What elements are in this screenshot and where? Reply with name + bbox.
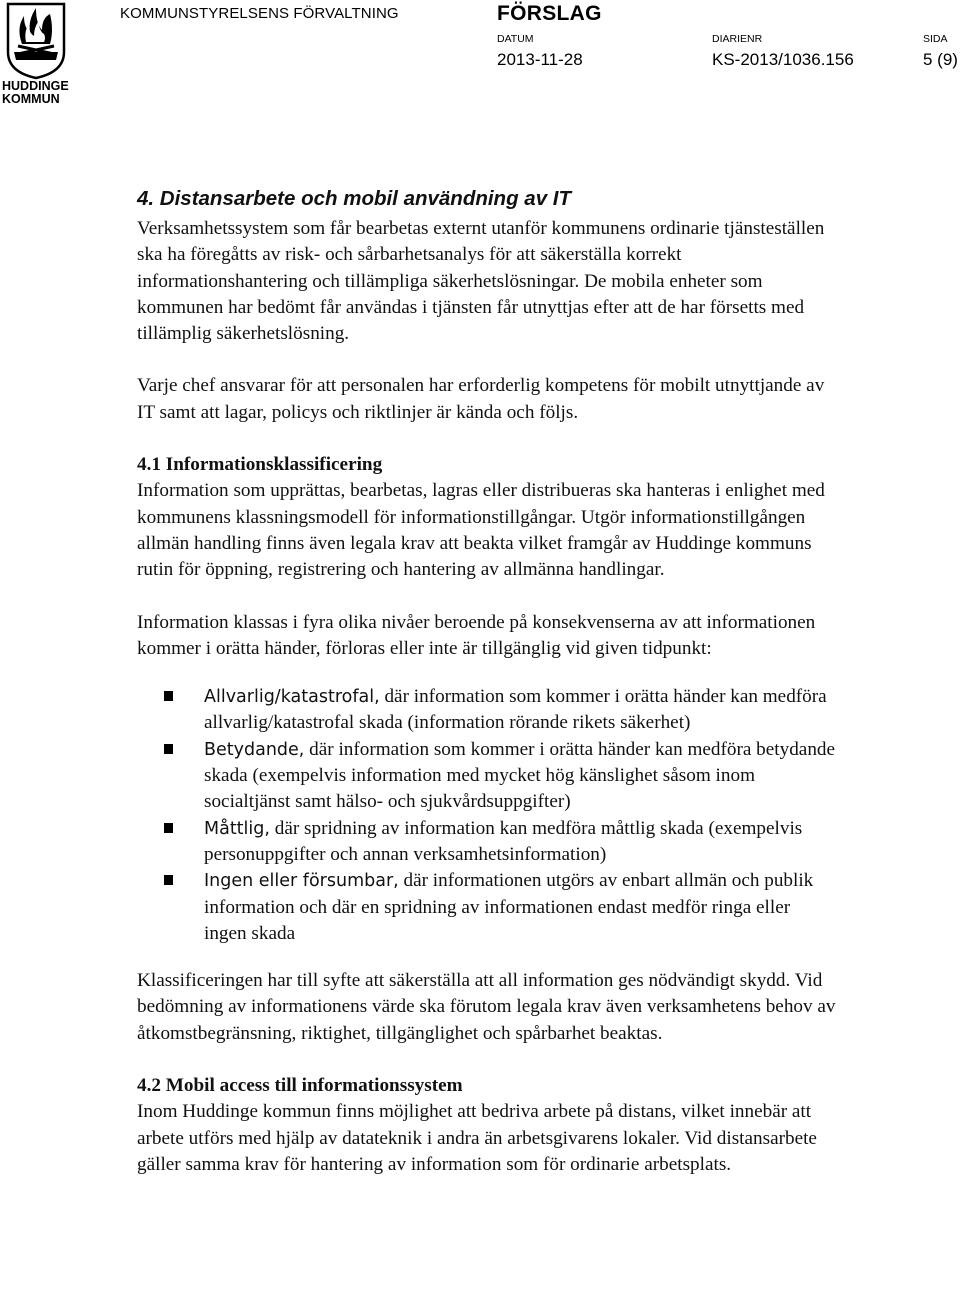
bullet-icon — [164, 823, 173, 833]
date-value: 2013-11-28 — [497, 50, 583, 69]
classification-levels-list — [137, 684, 837, 947]
organization-name: KOMMUNSTYRELSENS FÖRVALTNING — [120, 5, 399, 22]
list-item — [137, 868, 837, 947]
section-4-2-paragraph-1: Inom Huddinge kommun finns möjlighet att bedriva arbete på distans, vilket innebär att arbete utförs med hjälp av datateknik i andra än arbetsgivarens lokaler. Vid distansarbete gäller samma krav för hantering av information som för ordinarie arbetsplats. — [137, 1101, 817, 1175]
level-description: där informationen utgörs av enbart allmän och publik information och där en spridning av informationen endast medför ringa eller ingen skada — [204, 870, 814, 944]
level-description: där information som kommer i orätta händer kan medföra betydande skada (exempelvis information med mycket hög känslighet såsom inom socialtjänst samt hälso- och sjukvårdsuppgifter) — [204, 738, 836, 813]
section-4-heading: 4. Distansarbete och mobil användning av IT — [137, 187, 572, 210]
date-label: DATUM — [497, 33, 534, 45]
level-name: Måttlig, — [204, 818, 270, 839]
bullet-icon — [164, 691, 173, 701]
huddinge-logo — [0, 0, 72, 108]
document-status: FÖRSLAG — [497, 2, 602, 25]
page-number: 5 (9) — [923, 50, 958, 69]
section-4-paragraph-1: Verksamhetssystem som får bearbetas externt utanför kommunens ordinarie tjänsteställen ska ha föregåtts av risk- och sårbarhetsanalys för att säkerställa korrekt informationshantering och tillämpliga säkerhetslösningar. De mobila enheter som kommunen har bedömt får användas i tjänsten får utnyttjas efter att de har försetts med tillämplig säkerhetslösning. — [137, 218, 825, 345]
level-description: där spridning av information kan medföra måttlig skada (exempelvis personuppgifter och annan verksamhetsinformation) — [204, 817, 803, 865]
bullet-icon — [164, 875, 173, 885]
document-body — [137, 184, 837, 1178]
logo-line2: KOMMUN — [2, 92, 60, 106]
level-description: där information som kommer i orätta händer kan medföra allvarlig/katastrofal skada (information rörande rikets säkerhet) — [204, 686, 827, 734]
logo-line1: HUDDINGE — [2, 79, 69, 93]
level-name: Ingen eller försumbar, — [204, 871, 399, 892]
list-item — [137, 737, 837, 816]
section-4-1-paragraph-2: Information klassas i fyra olika nivåer beroende på konsekvenserna av att informationen kommer i orätta händer, förloras eller inte är tillgänglig vid given tidpunkt: — [137, 611, 816, 659]
level-name: Betydande, — [204, 739, 305, 760]
section-4-1-heading: 4.1 Informationsklassificering — [137, 454, 383, 476]
list-item — [137, 816, 837, 869]
diary-number-value: KS-2013/1036.156 — [712, 50, 854, 69]
page-label: SIDA — [923, 33, 948, 45]
section-4-2-heading: 4.2 Mobil access till informationssystem — [137, 1075, 463, 1097]
section-4-1-paragraph-1: Information som upprättas, bearbetas, lagras eller distribueras ska hanteras i enlighet med kommunens klassningsmodell för informationstillgångar. Utgör informationstillgången allmän handling finns även legala krav att beakta vilket framgår av Huddinge kommuns rutin för öppning, registrering och hantering av allmänna handlingar. — [137, 480, 825, 581]
flame-shield-icon — [4, 2, 68, 80]
section-4-paragraph-2: Varje chef ansvarar för att personalen har erforderlig kompetens för mobilt utnyttjande av IT samt att lagar, policys och riktlinjer är kända och följs. — [137, 375, 825, 423]
level-name: Allvarlig/katastrofal, — [204, 687, 380, 708]
bullet-icon — [164, 744, 173, 754]
section-4-1-paragraph-3: Klassificeringen har till syfte att säkerställa att all information ges nödvändigt skydd. Vid bedömning av informationens värde ska förutom legala krav även verksamhetens behov av åtkomstbegränsning, riktighet, tillgänglighet och spårbarhet beaktas. — [137, 970, 836, 1044]
list-item — [137, 684, 837, 737]
diary-number-label: DIARIENR — [712, 33, 763, 45]
